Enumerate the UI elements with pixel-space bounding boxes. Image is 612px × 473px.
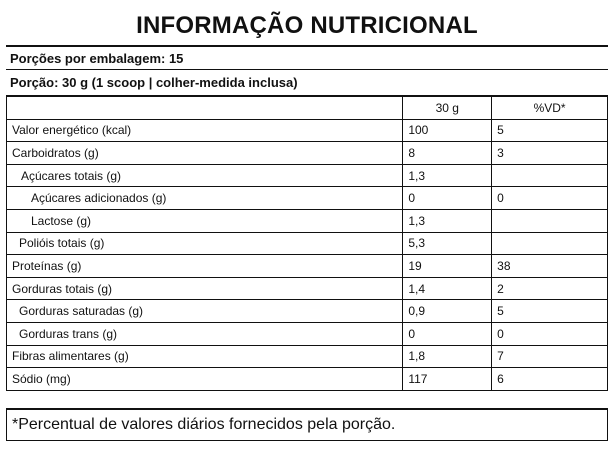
row-amount: 19 [403, 255, 492, 278]
table-header-row [7, 97, 608, 120]
serving-size: Porção: 30 g (1 scoop | colher-medida inclusa) [10, 75, 298, 90]
row-amount: 100 [403, 119, 492, 142]
row-daily-value [492, 232, 608, 255]
panel-title: INFORMAÇÃO NUTRICIONAL [136, 12, 478, 39]
row-daily-value: 7 [492, 345, 608, 368]
row-daily-value: 0 [492, 322, 608, 345]
row-label: Açúcares totais (g) [7, 164, 403, 187]
row-amount: 8 [403, 142, 492, 165]
row-amount: 1,4 [403, 277, 492, 300]
row-amount: 5,3 [403, 232, 492, 255]
table-row [7, 300, 608, 323]
table-row [7, 322, 608, 345]
row-daily-value: 38 [492, 255, 608, 278]
row-daily-value [492, 209, 608, 232]
row-daily-value [492, 164, 608, 187]
row-amount: 1,3 [403, 209, 492, 232]
row-label: Lactose (g) [7, 209, 403, 232]
nutrition-table [6, 96, 608, 391]
servings-per-package: Porções por embalagem: 15 [10, 51, 184, 66]
row-label: Polióis totais (g) [7, 232, 403, 255]
footnote: *Percentual de valores diários fornecidos pela porção. [6, 408, 608, 441]
row-daily-value: 3 [492, 142, 608, 165]
row-amount: 0 [403, 187, 492, 210]
row-amount: 0,9 [403, 300, 492, 323]
meta-divider [6, 69, 608, 70]
table-row [7, 164, 608, 187]
header-nutrient [7, 97, 403, 120]
table-row [7, 345, 608, 368]
row-label: Gorduras totais (g) [7, 277, 403, 300]
row-amount: 1,3 [403, 164, 492, 187]
row-daily-value: 5 [492, 119, 608, 142]
row-label: Gorduras saturadas (g) [7, 300, 403, 323]
table-row [7, 255, 608, 278]
row-daily-value: 5 [492, 300, 608, 323]
row-daily-value: 6 [492, 368, 608, 391]
row-label: Valor energético (kcal) [7, 119, 403, 142]
row-label: Carboidratos (g) [7, 142, 403, 165]
row-amount: 0 [403, 322, 492, 345]
row-amount: 1,8 [403, 345, 492, 368]
row-daily-value: 2 [492, 277, 608, 300]
row-label: Sódio (mg) [7, 368, 403, 391]
row-amount: 117 [403, 368, 492, 391]
table-row [7, 187, 608, 210]
row-daily-value: 0 [492, 187, 608, 210]
table-row [7, 119, 608, 142]
table-row [7, 142, 608, 165]
row-label: Açúcares adicionados (g) [7, 187, 403, 210]
row-label: Fibras alimentares (g) [7, 345, 403, 368]
title-divider [6, 45, 608, 47]
row-label: Gorduras trans (g) [7, 322, 403, 345]
table-row [7, 232, 608, 255]
header-amount: 30 g [403, 97, 492, 120]
nutrition-facts-panel [6, 0, 608, 445]
row-label: Proteínas (g) [7, 255, 403, 278]
table-row [7, 209, 608, 232]
header-daily-value: %VD* [492, 97, 608, 120]
table-row [7, 277, 608, 300]
table-row [7, 368, 608, 391]
